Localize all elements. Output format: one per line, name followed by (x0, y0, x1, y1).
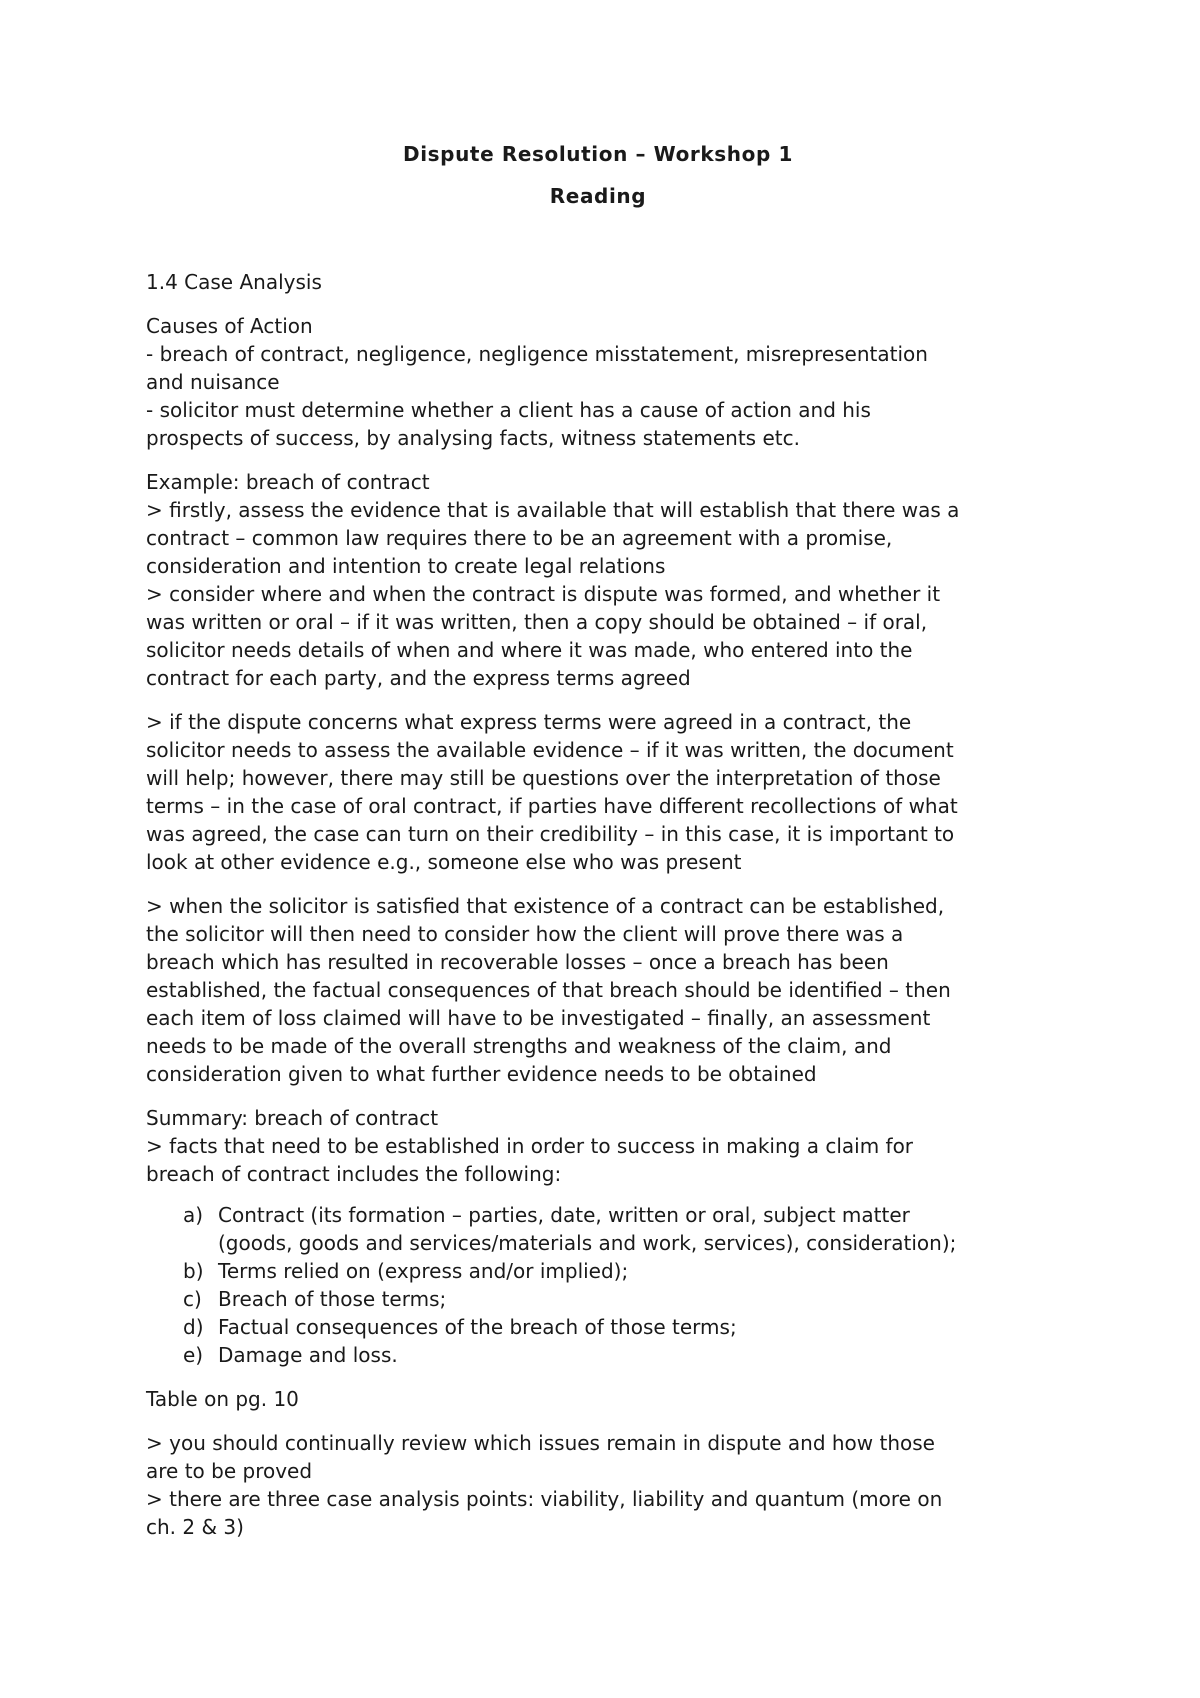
closing-block (146, 1429, 1050, 1541)
document-title: Dispute Resolution – Workshop 1 (403, 142, 793, 166)
causes-heading: Causes of Action (146, 314, 313, 338)
summary-line: > facts that need to be established in order to success in making a claim for (146, 1134, 914, 1158)
express-terms-block (146, 708, 1050, 876)
express-terms-line: was agreed, the case can turn on their credibility – in this case, it is important to (146, 822, 955, 846)
list-item-text: Damage and loss. (218, 1343, 398, 1367)
closing-line: > there are three case analysis points: viability, liability and quantum (more on (146, 1487, 943, 1511)
breach-proof-line: breach which has resulted in recoverable losses – once a breach has been (146, 950, 889, 974)
breach-proof-line: needs to be made of the overall strengths and weakness of the claim, and (146, 1034, 892, 1058)
causes-line: - breach of contract, negligence, negligence misstatement, misrepresentation (146, 342, 928, 366)
breach-proof-line: the solicitor will then need to consider how the client will prove there was a (146, 922, 904, 946)
list-item (146, 1257, 1050, 1285)
breach-proof-line: > when the solicitor is satisfied that existence of a contract can be established, (146, 894, 945, 918)
example-line: > consider where and when the contract is dispute was formed, and whether it (146, 582, 941, 606)
list-item-text: Terms relied on (express and/or implied); (218, 1259, 629, 1283)
causes-line: prospects of success, by analysing facts, witness statements etc. (146, 426, 800, 450)
breach-proof-block (146, 892, 1050, 1088)
summary-line: breach of contract includes the following: (146, 1162, 562, 1186)
list-marker: c) (183, 1287, 202, 1311)
example-line: contract for each party, and the express terms agreed (146, 666, 691, 690)
list-marker: b) (183, 1259, 204, 1283)
list-item-text: Breach of those terms; (218, 1287, 447, 1311)
example-line: > firstly, assess the evidence that is available that will establish that there was a (146, 498, 960, 522)
example-line: was written or oral – if it was written, then a copy should be obtained – if oral, (146, 610, 928, 634)
list-item (146, 1285, 1050, 1313)
express-terms-line: terms – in the case of oral contract, if parties have different recollections of what (146, 794, 958, 818)
list-item (146, 1201, 1050, 1257)
summary-heading: Summary: breach of contract (146, 1106, 439, 1130)
list-item-text: Contract (its formation – parties, date, written or oral, subject matter (218, 1203, 910, 1227)
list-marker: e) (183, 1343, 204, 1367)
closing-line: ch. 2 & 3) (146, 1515, 244, 1539)
section-heading: 1.4 Case Analysis (146, 270, 322, 294)
express-terms-line: solicitor needs to assess the available evidence – if it was written, the document (146, 738, 954, 762)
list-item-text: Factual consequences of the breach of those terms; (218, 1315, 737, 1339)
list-item (146, 1313, 1050, 1341)
list-item-text: (goods, goods and services/materials and work, services), consideration); (218, 1231, 957, 1255)
example-line: contract – common law requires there to be an agreement with a promise, (146, 526, 893, 550)
document-subtitle: Reading (549, 184, 647, 208)
list-item (146, 1341, 1050, 1369)
breach-proof-line: each item of loss claimed will have to be investigated – finally, an assessment (146, 1006, 931, 1030)
summary-list (146, 1201, 1050, 1369)
express-terms-line: look at other evidence e.g., someone else who was present (146, 850, 742, 874)
example-line: consideration and intention to create legal relations (146, 554, 666, 578)
causes-line: and nuisance (146, 370, 280, 394)
summary-block (146, 1104, 1050, 1188)
breach-proof-line: consideration given to what further evidence needs to be obtained (146, 1062, 817, 1086)
list-marker: d) (183, 1315, 204, 1339)
example-block (146, 468, 1050, 692)
closing-line: > you should continually review which issues remain in dispute and how those (146, 1431, 935, 1455)
table-reference: Table on pg. 10 (146, 1387, 299, 1411)
express-terms-line: > if the dispute concerns what express terms were agreed in a contract, the (146, 710, 912, 734)
list-marker: a) (183, 1203, 204, 1227)
causes-of-action-block (146, 312, 1050, 452)
example-heading: Example: breach of contract (146, 470, 430, 494)
causes-line: - solicitor must determine whether a client has a cause of action and his (146, 398, 871, 422)
breach-proof-line: established, the factual consequences of that breach should be identified – then (146, 978, 951, 1002)
closing-line: are to be proved (146, 1459, 313, 1483)
express-terms-line: will help; however, there may still be questions over the interpretation of those (146, 766, 941, 790)
example-line: solicitor needs details of when and where it was made, who entered into the (146, 638, 913, 662)
